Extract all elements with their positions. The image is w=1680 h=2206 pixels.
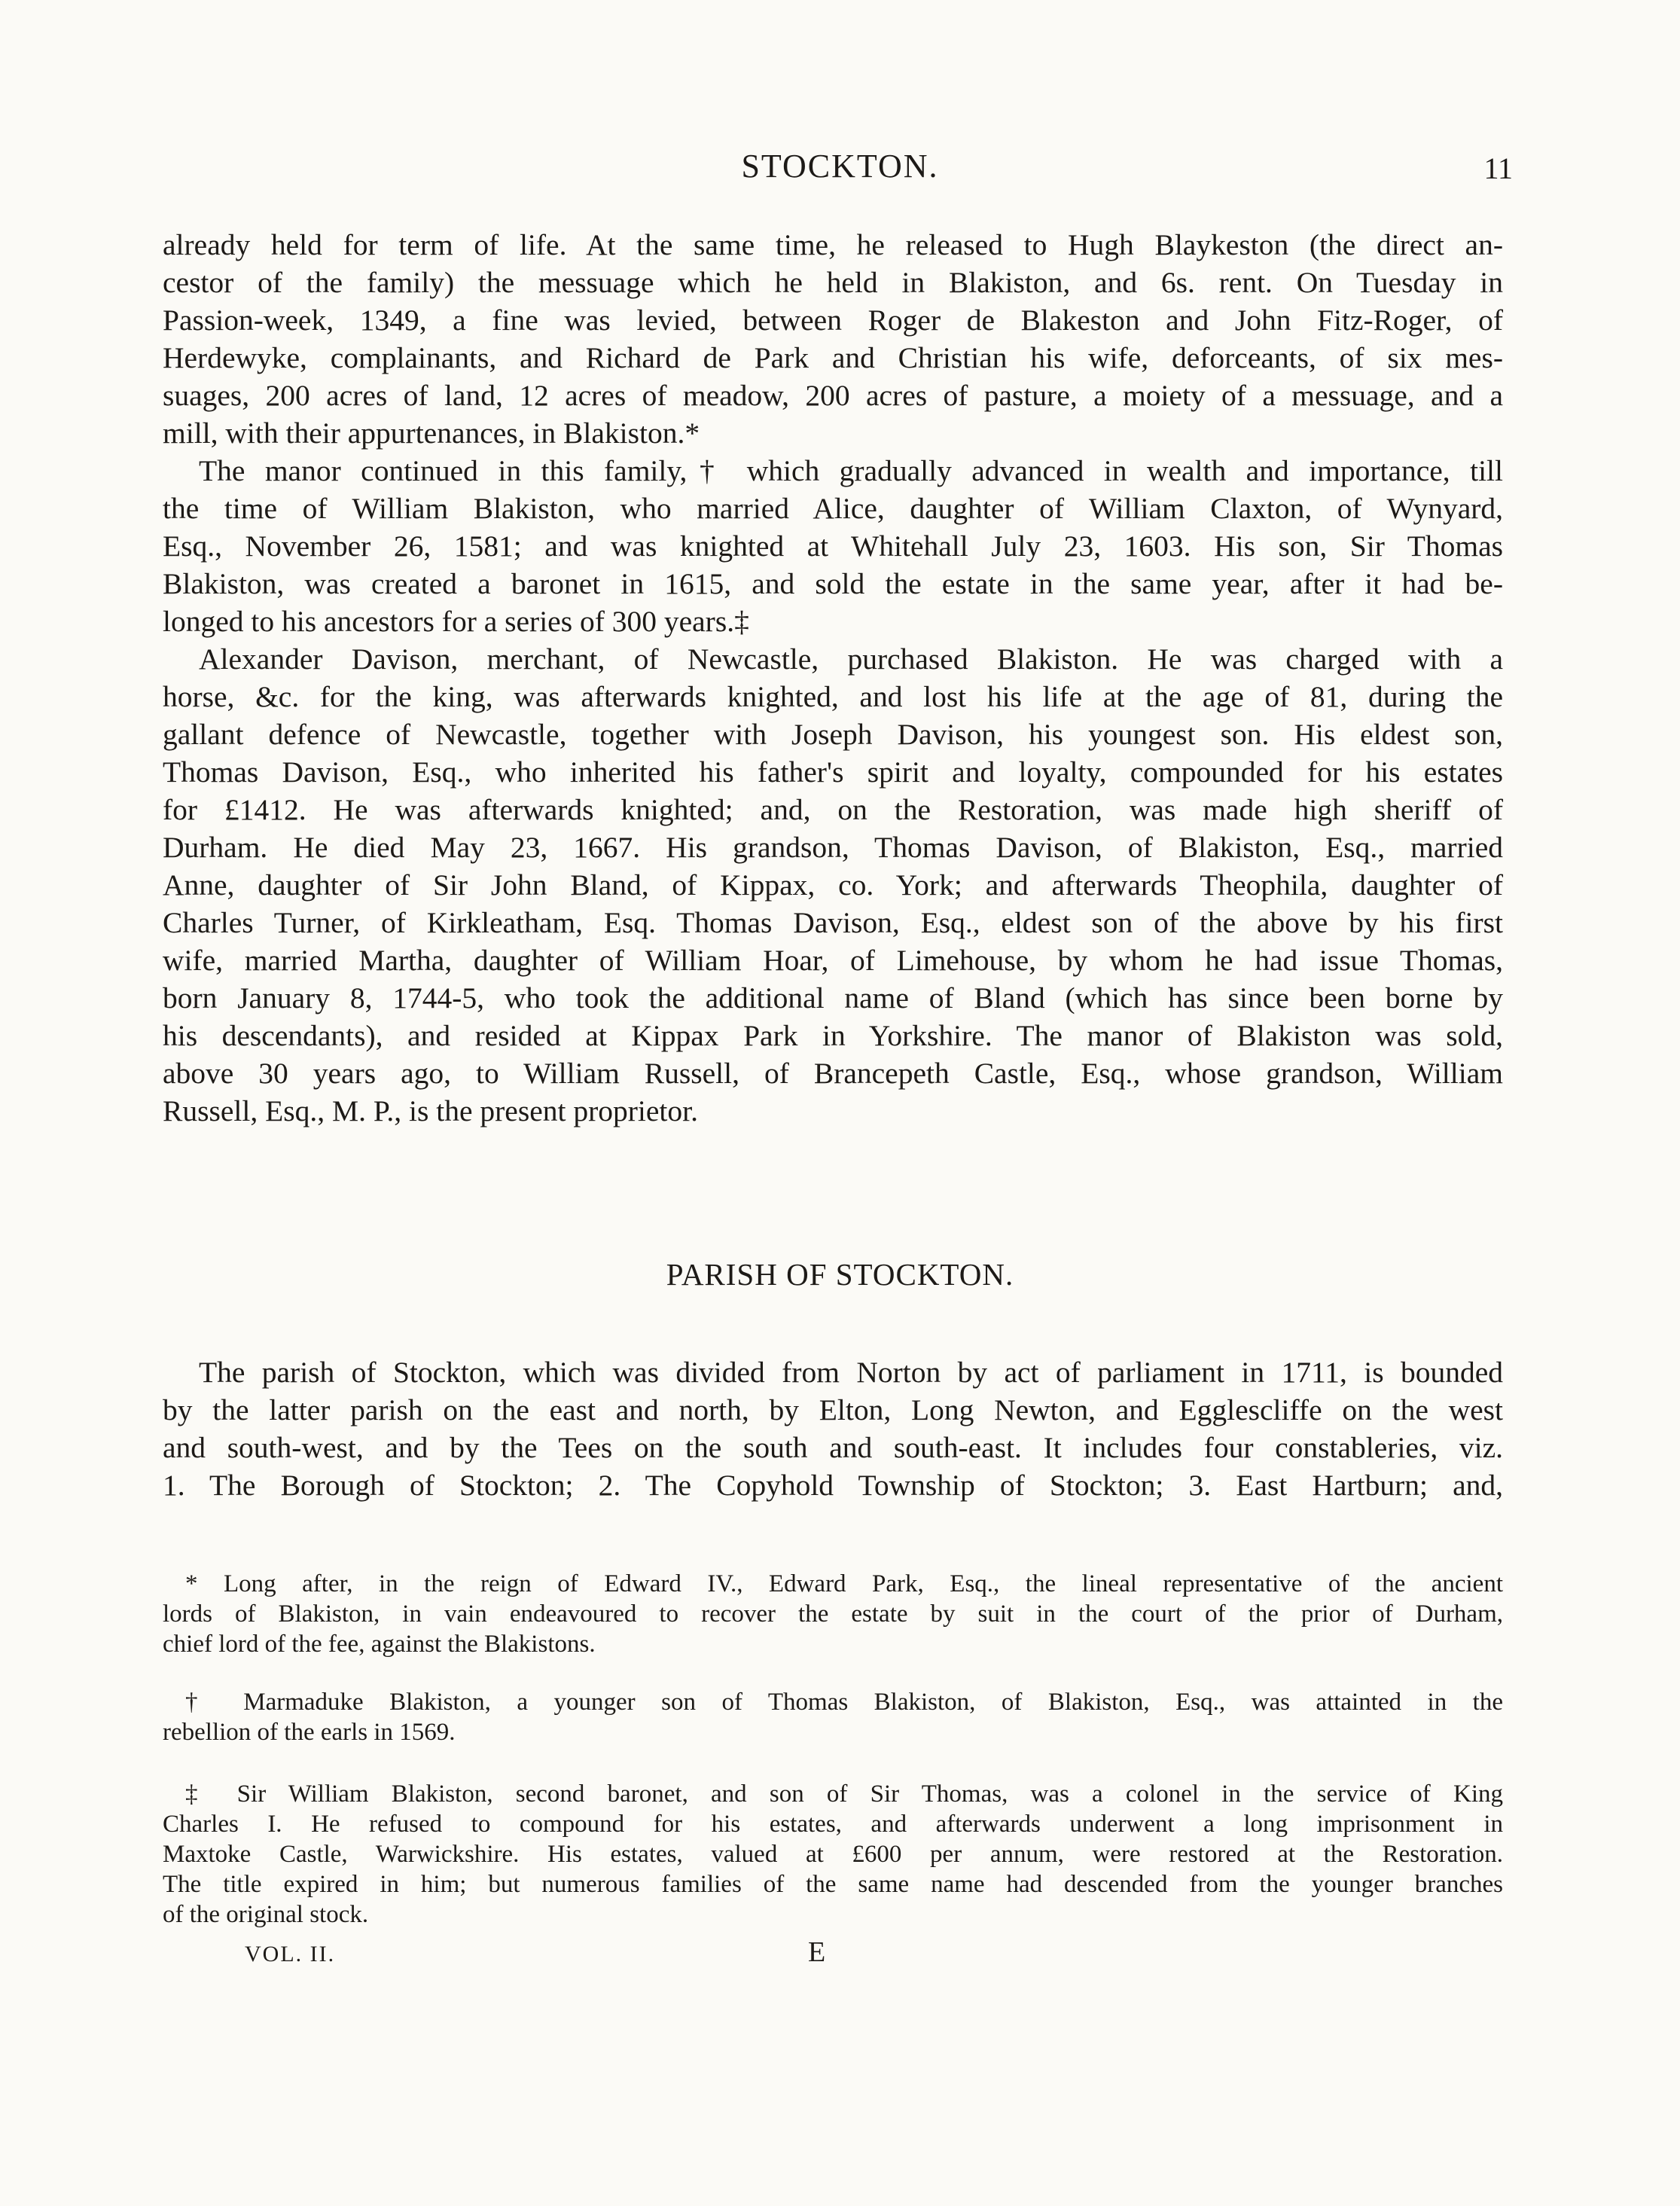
text-line: Anne, daughter of Sir John Bland, of Kippax, co. York; and afterwards Theophila, daughter of [163,868,1503,902]
text-line: suages, 200 acres of land, 12 acres of meadow, 200 acres of pasture, a moiety of a messuage, and a [163,379,1503,412]
text-line: horse, &c. for the king, was afterwards knighted, and lost his life at the age of 81, during the [163,680,1503,713]
footnote-asterisk [163,1569,1503,1659]
text-line: wife, married Martha, daughter of William Hoar, of Limehouse, by whom he had issue Thomas, [163,944,1503,977]
text-line: The manor continued in this family,† which gradually advanced in wealth and importance, till [199,454,1503,487]
text-line: Thomas Davison, Esq., who inherited his father's spirit and loyalty, compounded for his estates [163,755,1503,789]
footnote-line: Charles I. He refused to compound for his estates, and afterwards underwent a long imprisonment in [163,1811,1503,1838]
text-line: Charles Turner, of Kirkleatham, Esq. Thomas Davison, Esq., eldest son of the above by his first [163,906,1503,939]
text-line: cestor of the family) the messuage which he held in Blakiston, and 6s. rent. On Tuesday in [163,266,1503,299]
page-number: 11 [1483,151,1513,185]
footnote-line: lords of Blakiston, in vain endeavoured to recover the estate by suit in the court of the prior of Durham, [163,1600,1503,1628]
footnote-dagger [163,1687,1503,1747]
text-line: Passion-week, 1349, a fine was levied, between Roger de Blakeston and John Fitz-Roger, of [163,304,1503,337]
text-line: the time of William Blakiston, who married Alice, daughter of William Claxton, of Wynyard, [163,492,1503,525]
text-line: above 30 years ago, to William Russell, of Brancepeth Castle, Esq., whose grandson, William [163,1057,1503,1090]
volume-mark: VOL. II. [245,1942,336,1966]
footnote-line: of the original stock. [163,1901,369,1928]
text-line: and south-west, and by the Tees on the south and south-east. It includes four constableries, viz. [163,1431,1503,1464]
running-head-title: STOCKTON. [741,148,939,185]
text-line: by the latter parish on the east and north, by Elton, Long Newton, and Egglescliffe on the west [163,1393,1503,1426]
signature-mark: E [808,1936,826,1968]
text-line: already held for term of life. At the same time, he released to Hugh Blaykeston (the direct an- [163,228,1503,261]
text-line: his descendants), and resided at Kippax Park in Yorkshire. The manor of Blakiston was sold, [163,1019,1503,1052]
text-line: The parish of Stockton, which was divided from Norton by act of parliament in 1711, is bounded [199,1356,1503,1389]
text-line: Russell, Esq., M. P., is the present proprietor. [163,1094,698,1127]
text-line: 1. The Borough of Stockton; 2. The Copyhold Township of Stockton; 3. East Hartburn; and, [163,1469,1503,1502]
text-line: Esq., November 26, 1581; and was knighted at Whitehall July 23, 1603. His son, Sir Thomas [163,529,1503,563]
text-line: Alexander Davison, merchant, of Newcastle, purchased Blakiston. He was charged with a [199,642,1503,676]
text-line: mill, with their appurtenances, in Blakiston.* [163,416,700,450]
footnote-line: ‡ Sir William Blakiston, second baronet, and son of Sir Thomas, was a colonel in the service of King [185,1780,1503,1808]
footnote-line: The title expired in him; but numerous families of the same name had descended from the younger branches [163,1871,1503,1898]
text-line: for £1412. He was afterwards knighted; and, on the Restoration, was made high sheriff of [163,793,1503,826]
section-heading: PARISH OF STOCKTON. [666,1257,1014,1292]
text-line: Durham. He died May 23, 1667. His grandson, Thomas Davison, of Blakiston, Esq., married [163,831,1503,864]
text-line: gallant defence of Newcastle, together with Joseph Davison, his youngest son. His eldest son, [163,718,1503,751]
text-line: Blakiston, was created a baronet in 1615, and sold the estate in the same year, after it had be- [163,567,1503,600]
parish-description-text [163,1353,1503,1504]
text-line: Herdewyke, complainants, and Richard de Park and Christian his wife, deforceants, of six mes- [163,341,1503,374]
footnote-line: rebellion of the earls in 1569. [163,1719,456,1746]
footnote-line: * Long after, in the reign of Edward IV., Edward Park, Esq., the lineal representative of the ancient [185,1570,1503,1597]
footnote-line: Maxtoke Castle, Warwickshire. His estates, valued at £600 per annum, were restored at the Restoration. [163,1841,1503,1868]
footnote-line: † Marmaduke Blakiston, a younger son of Thomas Blakiston, of Blakiston, Esq., was attainted in the [185,1689,1503,1716]
text-line: born January 8, 1744-5, who took the additional name of Bland (which has since been borne by [163,981,1503,1015]
footnote-line: chief lord of the fee, against the Blakistons. [163,1631,596,1658]
text-line: longed to his ancestors for a series of 300 years.‡ [163,605,749,638]
footnote-double-dagger [163,1779,1503,1930]
blakiston-history-text [163,226,1503,1130]
